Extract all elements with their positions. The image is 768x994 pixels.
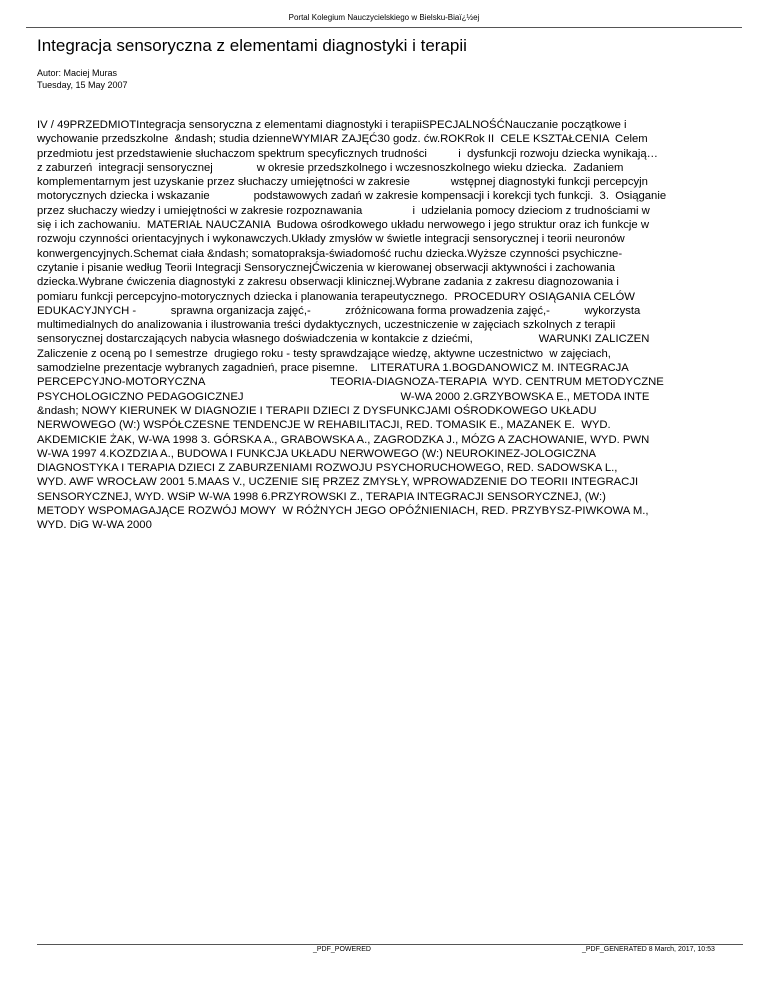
page-header: Portal Kolegium Nauczycielskiego w Bielsku-Biaï¿½ej <box>288 13 480 22</box>
article-date: Tuesday, 15 May 2007 <box>37 80 128 90</box>
footer-divider <box>37 944 743 945</box>
body-line: NERWOWEGO (W:) WSPÓŁCZESNE TENDENCJE W REHABILITACJI, RED. TOMASIK E., MAZANEK E. WYD. <box>37 419 611 432</box>
body-line: METODY WSPOMAGAJĄCE ROZWÓJ MOWY W RÓŻNYCH JEGO OPÓŹNIENIACH, RED. PRZYBYSZ-PIWKOWA M., <box>37 505 649 518</box>
body-line: przez słuchaczy wiedzy i umiejętności w zakresie rozpoznawania i udzielania pomocy dzieciom z trudnościami w <box>37 204 650 217</box>
body-line: Zaliczenie z oceną po I semestrze drugiego roku - testy sprawdzające wiedzę, aktywne uczestnictwo w zajęciach, <box>37 347 611 360</box>
body-line: SENSORYCZNEJ, WYD. WSiP W-WA 1998 6.PRZYROWSKI Z., TERAPIA INTEGRACJI SENSORYCZNEJ, (W:) <box>37 490 606 503</box>
header-divider <box>26 27 742 28</box>
article-author: Autor: Maciej Muras <box>37 68 118 78</box>
body-line: sensorycznej dostarczających nabycia własnego doświadczenia w kontakcie z dziećmi, WARUNKI ZALICZEN <box>37 333 650 346</box>
body-line: wychowanie przedszkolne &ndash; studia dzienneWYMIAR ZAJĘĆ30 godz. ćw.ROKRok II CELE KSZTAŁCENIA Celem <box>37 133 648 146</box>
body-line: W-WA 1997 4.KOZDZIA A., BUDOWA I FUNKCJA UKŁADU NERWOWEGO (W:) NEUROKINEZ-JOLOGICZNA <box>37 447 597 460</box>
body-line: czytanie i pisanie według Teorii Integracji SensorycznejĆwiczenia w kierowanej obserwacji aktywności i zachowania <box>37 261 616 274</box>
body-line: DIAGNOSTYKA I TERAPIA DZIECI Z ZABURZENIAMI ROZWOJU PSYCHORUCHOWEGO, RED. SADOWSKA L., <box>37 462 618 475</box>
body-line: multimedialnych do analizowania i ilustrowania treści dydaktycznych, uczestniczenie w zajęciach szkolnych z terapii <box>37 319 616 332</box>
body-line: WYD. DiG W-WA 2000 <box>37 519 152 532</box>
article-title: Integracja sensoryczna z elementami diagnostyki i terapii <box>37 36 467 55</box>
footer-powered: _PDF_POWERED <box>313 946 371 953</box>
body-line: przedmiotu jest przedstawienie słuchaczom spektrum specyficznych trudności i dysfunkcji rozwoju dziecka wynikają… <box>37 147 658 160</box>
footer-generated: _PDF_GENERATED 8 March, 2017, 10:53 <box>582 946 715 953</box>
body-line: IV / 49PRZEDMIOTIntegracja sensoryczna z elementami diagnostyki i terapiiSPECJALNOŚĆNauczanie początkowe i <box>37 119 627 131</box>
body-line: motorycznych dziecka i wskazanie podstawowych zadań w zakresie kompensacji i korekcji tych funkcji. 3. Osiąganie <box>37 190 667 203</box>
body-line: dziecka.Wybrane ćwiczenia diagnostyki z zakresu obserwacji klinicznej.Wybrane zadania z zakresu diagnozowania i <box>37 276 619 289</box>
body-line: AKDEMICKIE ŻAK, W-WA 1998 3. GÓRSKA A., GRABOWSKA A., ZAGRODZKA J., MÓZG A ZACHOWANIE, WYD. PWN <box>37 433 650 446</box>
body-line: PSYCHOLOGICZNO PEDAGOGICZNEJ W-WA 2000 2.GRZYBOWSKA E., METODA INTE <box>37 390 650 403</box>
body-line: &ndash; NOWY KIERUNEK W DIAGNOZIE I TERAPII DZIECI Z DYSFUNKCJAMI OŚRODKOWEGO UKŁADU <box>37 404 597 417</box>
body-line: komplementarnym jest uzyskanie przez słuchaczy umiejętności w zakresie wstępnej diagnostyki funkcji percepcyjn <box>37 176 648 189</box>
body-line: rozwoju czynności orientacyjnych i wykonawczych.Układy zmysłów w świetle integracji sensorycznej i teorii neuronów <box>37 233 625 246</box>
article-body <box>37 118 768 533</box>
body-line: samodzielne prezentacje wybranych zagadnień, prace pisemne. LITERATURA 1.BOGDANOWICZ M. INTEGRACJA <box>37 362 629 375</box>
body-line: EDUKACYJNYCH - sprawna organizacja zajęć,- zróżnicowana forma prowadzenia zajęć,- wykorzysta <box>37 304 641 317</box>
body-line: WYD. AWF WROCŁAW 2001 5.MAAS V., UCZENIE SIĘ PRZEZ ZMYSŁY, WPROWADZENIE DO TEORII INTEGRACJI <box>37 476 639 489</box>
body-line: PERCEPCYJNO-MOTORYCZNA TEORIA-DIAGNOZA-TERAPIA WYD. CENTRUM METODYCZNE <box>37 376 664 389</box>
body-line: z zaburzeń integracji sensorycznej w okresie przedszkolnego i wczesnoszkolnego wieku dziecka. Zadaniem <box>37 161 624 174</box>
body-line: się i ich zachowaniu. MATERIAŁ NAUCZANIA Budowa ośrodkowego układu nerwowego i jego struktur oraz ich funkcje w <box>37 219 649 232</box>
body-line: pomiaru funkcji percepcyjno-motorycznych dziecka i planowania terapeutycznego. PROCEDURY OSIĄGANIA CELÓW <box>37 290 635 303</box>
body-line: konwergencyjnych.Schemat ciała &ndash; somatopraksja-świadomość ruchu dziecka.Wyższe czynności psychiczne- <box>37 247 623 260</box>
